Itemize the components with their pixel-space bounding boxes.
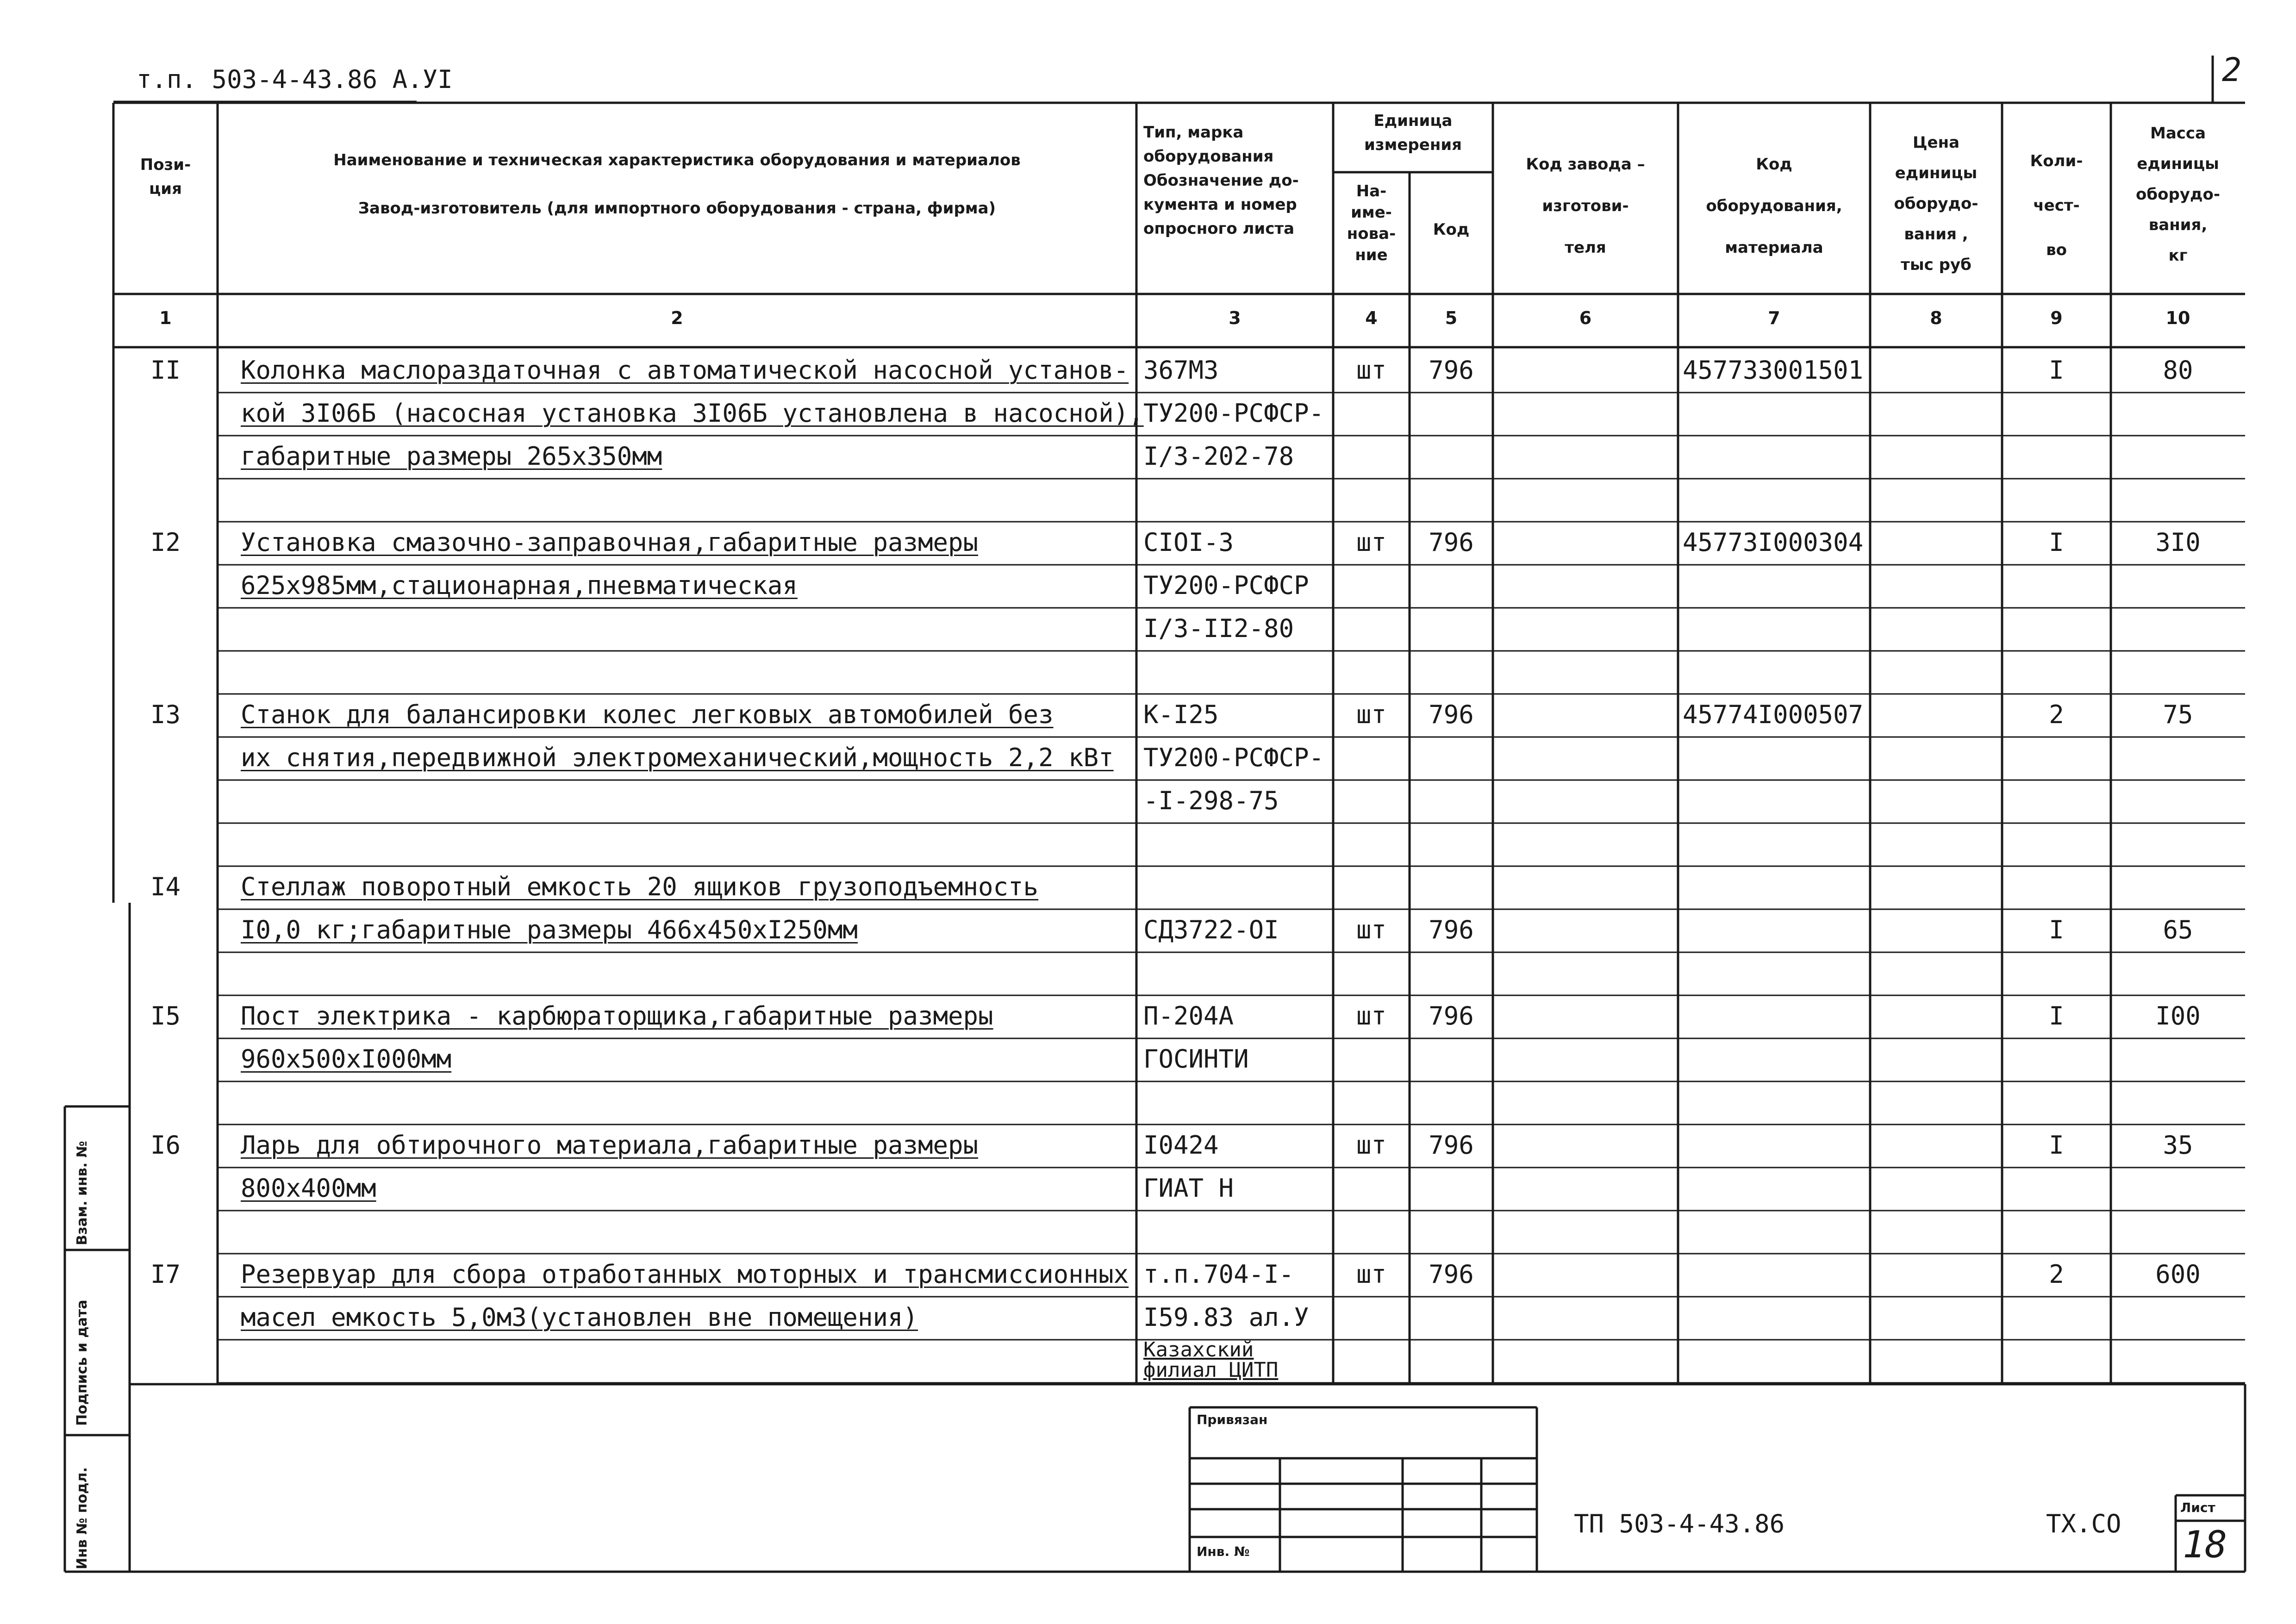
cell-type: I/3-202-78 (1143, 442, 1294, 471)
cell-pos: I7 (150, 1260, 181, 1289)
header-equipment-code: Код оборудования, материала (1706, 155, 1842, 257)
header-type: Тип, марка оборудования Обозначение до- кумента и номер опросного листа (1143, 123, 1299, 238)
cell-ucode (1410, 1297, 1493, 1338)
cell-name: Стеллаж поворотный емкость 20 ящиков грузоподъемность (241, 872, 1039, 901)
header-quantity: Коли- чест- во (2030, 152, 2083, 259)
cell-pos (113, 1297, 218, 1338)
cell-pos (113, 608, 218, 650)
cell-code (1683, 780, 1868, 822)
cell-ucode: 796 (1429, 1260, 1474, 1289)
cell-unit: шт (1356, 528, 1387, 557)
cell-type: I/3-II2-80 (1143, 614, 1294, 643)
cell-ucode (1410, 479, 1493, 520)
col-number-9: 9 (2050, 308, 2063, 328)
cell-ucode (1410, 1211, 1493, 1252)
cell-ucode (1410, 393, 1493, 434)
cell-pos (113, 393, 218, 434)
cell-type (1143, 1211, 1331, 1252)
cell-qty: I (2049, 1001, 2064, 1031)
cell-type: СIОI-3 (1143, 528, 1234, 557)
cell-type: т.п.704-I- (1143, 1260, 1294, 1289)
cell-mass: 600 (2155, 1260, 2201, 1289)
cell-type: -I-298-75 (1143, 786, 1279, 815)
col-number-5: 5 (1445, 308, 1458, 328)
cell-name: Резервуар для сбора отработанных моторных и трансмиссионных (241, 1260, 1129, 1289)
cell-code: 45773I000304 (1683, 528, 1864, 557)
cell-ucode (1410, 952, 1493, 994)
cell-code: 457733001501 (1683, 356, 1864, 385)
corner-mark: 2 (2222, 51, 2242, 89)
cell-type (1143, 479, 1331, 520)
cell-unit: шт (1356, 1001, 1387, 1031)
cell-qty (2002, 393, 2111, 434)
cell-qty: I (2049, 1131, 2064, 1160)
cell-code (1683, 1168, 1868, 1209)
cell-pos: I4 (150, 872, 181, 901)
cell-name: 960х500хI000мм (241, 1044, 452, 1074)
col-number-4: 4 (1365, 308, 1378, 328)
cell-code (1683, 995, 1868, 1037)
stamp-list-number: 18 (2183, 1523, 2227, 1566)
cell-name: 625х985мм,стационарная,пневматическая (241, 571, 798, 600)
cell-ucode (1410, 1168, 1493, 1209)
cell-mass: I00 (2155, 1001, 2201, 1031)
cell-type (1143, 651, 1331, 693)
cell-unit (1333, 1297, 1410, 1338)
cell-type: ТУ200-РСФСР- (1143, 743, 1324, 772)
side-label-replace: Взам. инв. № (74, 1141, 90, 1245)
doc-reference: т.п. 503-4-43.86 А.УI (137, 65, 453, 94)
cell-type: П-204А (1143, 1001, 1234, 1031)
cell-type (1143, 952, 1331, 994)
cell-ucode (1410, 1340, 1493, 1381)
cell-mass (2111, 1340, 2245, 1381)
cell-name (241, 608, 1134, 650)
side-label-signature: Подпись и дата (74, 1299, 90, 1426)
cell-unit: шт (1356, 1260, 1387, 1289)
cell-unit (1333, 651, 1410, 693)
cell-unit (1333, 780, 1410, 822)
cell-type: СД3722-ОI (1143, 915, 1279, 944)
cell-type: ТУ200-РСФСР- (1143, 399, 1324, 428)
cell-qty (2002, 1297, 2111, 1338)
cell-mass (2111, 737, 2245, 779)
cell-name (241, 479, 1134, 520)
col-number-7: 7 (1768, 308, 1780, 328)
cell-name: кой 3I06Б (насосная установка 3I06Б установлена в насосной), (241, 399, 1144, 428)
cell-qty (2002, 479, 2111, 520)
cell-type: К-I25 (1143, 700, 1219, 729)
col-number-8: 8 (1930, 308, 1942, 328)
cell-qty (2002, 1081, 2111, 1123)
cell-pos (113, 1038, 218, 1080)
cell-mass (2111, 1211, 2245, 1252)
cell-mass (2111, 952, 2245, 994)
cell-ucode (1410, 737, 1493, 779)
cell-code (1683, 823, 1868, 865)
cell-name: масел емкость 5,0м3(установлен вне помещения) (241, 1303, 918, 1332)
cell-name: I0,0 кг;габаритные размеры 466х450хI250мм (241, 915, 858, 944)
cell-code (1683, 1081, 1868, 1123)
cell-type (1143, 1081, 1331, 1123)
cell-qty (2002, 565, 2111, 606)
cell-qty (2002, 1211, 2111, 1252)
cell-unit (1333, 823, 1410, 865)
header-name: Наименование и техническая характеристика оборудования и материалов Завод-изготовитель (для импортного оборудования - страна, фирма) (333, 151, 1021, 218)
cell-pos (113, 1168, 218, 1209)
cell-unit: шт (1356, 1131, 1387, 1160)
cell-qty: 2 (2049, 700, 2064, 729)
cell-mass (2111, 780, 2245, 822)
cell-unit (1333, 866, 1410, 908)
cell-pos (113, 737, 218, 779)
cell-code (1683, 1297, 1868, 1338)
cell-mass (2111, 866, 2245, 908)
cell-qty (2002, 952, 2111, 994)
header-position: Пози- ция (140, 156, 191, 198)
cell-name (241, 1211, 1134, 1252)
cell-type: I0424 (1143, 1131, 1219, 1160)
cell-pos: II (150, 356, 181, 385)
stamp-list-label: Лист (2180, 1500, 2215, 1515)
stamp-sheet-code: ТХ.СО (2046, 1509, 2121, 1538)
cell-mass (2111, 436, 2245, 477)
cell-code (1683, 479, 1868, 520)
cell-name (241, 651, 1134, 693)
cell-code (1683, 1038, 1868, 1080)
header-price: Цена единицы оборудо- вания , тыс руб (1894, 133, 1978, 274)
cell-pos (113, 436, 218, 477)
cell-qty (2002, 436, 2111, 477)
stamp-privyazan: Привязан (1197, 1412, 1268, 1427)
cell-code (1683, 608, 1868, 650)
cell-ucode (1410, 436, 1493, 477)
cell-pos: I3 (150, 700, 181, 729)
cell-name: Установка смазочно-заправочная,габаритные размеры (241, 528, 979, 557)
cell-name: Колонка маслораздаточная с автоматической насосной установ- (241, 356, 1129, 385)
cell-unit (1333, 1081, 1410, 1123)
cell-mass (2111, 1168, 2245, 1209)
cell-name: их снятия,передвижной электромеханический,мощность 2,2 кВт (241, 743, 1114, 772)
cell-pos (113, 651, 218, 693)
cell-type (1143, 866, 1331, 908)
cell-ucode (1410, 823, 1493, 865)
cell-unit (1333, 1168, 1410, 1209)
cell-qty (2002, 737, 2111, 779)
cell-qty: 2 (2049, 1260, 2064, 1289)
cell-code (1683, 1340, 1868, 1381)
cell-unit: шт (1356, 700, 1387, 729)
cell-pos: I5 (150, 1001, 181, 1031)
cell-pos (113, 823, 218, 865)
cell-qty (2002, 780, 2111, 822)
cell-pos (113, 565, 218, 606)
cell-code (1683, 651, 1868, 693)
cell-type: ГИАТ Н (1143, 1174, 1234, 1203)
cell-qty (2002, 608, 2111, 650)
cell-ucode (1410, 1081, 1493, 1123)
cell-mass (2111, 479, 2245, 520)
cell-unit (1333, 952, 1410, 994)
cell-name (241, 823, 1134, 865)
cell-unit (1333, 1211, 1410, 1252)
cell-ucode: 796 (1429, 915, 1474, 944)
cell-code (1683, 909, 1868, 951)
cell-name: Ларь для обтирочного материала,габаритные размеры (241, 1131, 979, 1160)
cell-pos (113, 1340, 218, 1381)
cell-mass: 75 (2163, 700, 2193, 729)
cell-qty (2002, 866, 2111, 908)
cell-mass (2111, 565, 2245, 606)
col-number-6: 6 (1579, 308, 1592, 328)
cell-name: Пост электрика - карбюраторщика,габаритные размеры (241, 1001, 993, 1031)
cell-pos (113, 1081, 218, 1123)
cell-mass (2111, 1297, 2245, 1338)
cell-ucode: 796 (1429, 356, 1474, 385)
header-mass: Масса единицы оборудо- вания, кг (2136, 124, 2220, 265)
cell-code (1683, 1254, 1868, 1295)
cell-code (1683, 952, 1868, 994)
col-number-10: 10 (2165, 308, 2190, 328)
cell-code (1683, 393, 1868, 434)
cell-qty (2002, 823, 2111, 865)
cell-unit (1333, 1038, 1410, 1080)
cell-ucode: 796 (1429, 1001, 1474, 1031)
cell-unit (1333, 479, 1410, 520)
cell-type: Казахский филиал ЦИТП (1143, 1338, 1279, 1382)
cell-unit: шт (1356, 915, 1387, 944)
cell-mass (2111, 608, 2245, 650)
cell-mass (2111, 393, 2245, 434)
header-unit-code: Код (1433, 220, 1470, 239)
cell-name (241, 1081, 1134, 1123)
cell-ucode (1410, 866, 1493, 908)
cell-pos: I2 (150, 528, 181, 557)
col-number-1: 1 (159, 308, 172, 328)
cell-ucode (1410, 608, 1493, 650)
cell-name: Станок для балансировки колес легковых автомобилей без (241, 700, 1054, 729)
col-number-3: 3 (1229, 308, 1241, 328)
cell-unit (1333, 565, 1410, 606)
cell-ucode: 796 (1429, 700, 1474, 729)
cell-unit (1333, 608, 1410, 650)
cell-pos (113, 780, 218, 822)
cell-mass: 35 (2163, 1131, 2193, 1160)
cell-name: габаритные размеры 265х350мм (241, 442, 662, 471)
cell-mass (2111, 823, 2245, 865)
cell-qty: I (2049, 528, 2064, 557)
cell-pos (113, 1211, 218, 1252)
cell-name (241, 952, 1134, 994)
cell-type: ТУ200-РСФСР (1143, 571, 1309, 600)
cell-pos (113, 479, 218, 520)
cell-ucode (1410, 1038, 1493, 1080)
cell-code (1683, 1211, 1868, 1252)
cell-qty (2002, 1168, 2111, 1209)
cell-mass (2111, 1081, 2245, 1123)
cell-code (1683, 436, 1868, 477)
cell-code (1683, 737, 1868, 779)
cell-type: I59.83 ал.У (1143, 1303, 1309, 1332)
cell-pos (113, 909, 218, 951)
side-label-inv: Инв № подл. (74, 1467, 90, 1569)
col-number-2: 2 (671, 308, 683, 328)
cell-unit (1333, 737, 1410, 779)
cell-unit (1333, 393, 1410, 434)
cell-ucode (1410, 565, 1493, 606)
cell-type: ГОСИНТИ (1143, 1044, 1249, 1074)
cell-qty (2002, 651, 2111, 693)
cell-type (1143, 823, 1331, 865)
cell-pos: I6 (150, 1131, 181, 1160)
stamp-inv-no: Инв. № (1197, 1544, 1250, 1559)
cell-code (1683, 1124, 1868, 1166)
cell-qty: I (2049, 915, 2064, 944)
stamp-doc-code: ТП 503-4-43.86 (1574, 1509, 1785, 1538)
header-factory-code: Код завода – изготови- теля (1526, 155, 1645, 257)
cell-mass (2111, 1038, 2245, 1080)
cell-unit (1333, 1340, 1410, 1381)
cell-ucode (1410, 651, 1493, 693)
cell-qty (2002, 1038, 2111, 1080)
cell-qty: I (2049, 356, 2064, 385)
cell-code: 45774I000507 (1683, 700, 1864, 729)
cell-mass: 65 (2163, 915, 2193, 944)
cell-name: 800х400мм (241, 1174, 376, 1203)
cell-name (241, 780, 1134, 822)
cell-mass (2111, 651, 2245, 693)
cell-pos (113, 952, 218, 994)
cell-type: 367М3 (1143, 356, 1219, 385)
cell-mass: 80 (2163, 356, 2193, 385)
cell-ucode: 796 (1429, 1131, 1474, 1160)
cell-code (1683, 866, 1868, 908)
cell-mass: 3I0 (2155, 528, 2201, 557)
cell-name (241, 1340, 1134, 1381)
header-unit: Единица измерения (1364, 112, 1462, 154)
cell-qty (2002, 1340, 2111, 1381)
cell-ucode: 796 (1429, 528, 1474, 557)
cell-ucode (1410, 780, 1493, 822)
cell-unit: шт (1356, 356, 1387, 385)
header-unit-name: На- име- нова- ние (1347, 182, 1396, 264)
cell-code (1683, 565, 1868, 606)
cell-unit (1333, 436, 1410, 477)
